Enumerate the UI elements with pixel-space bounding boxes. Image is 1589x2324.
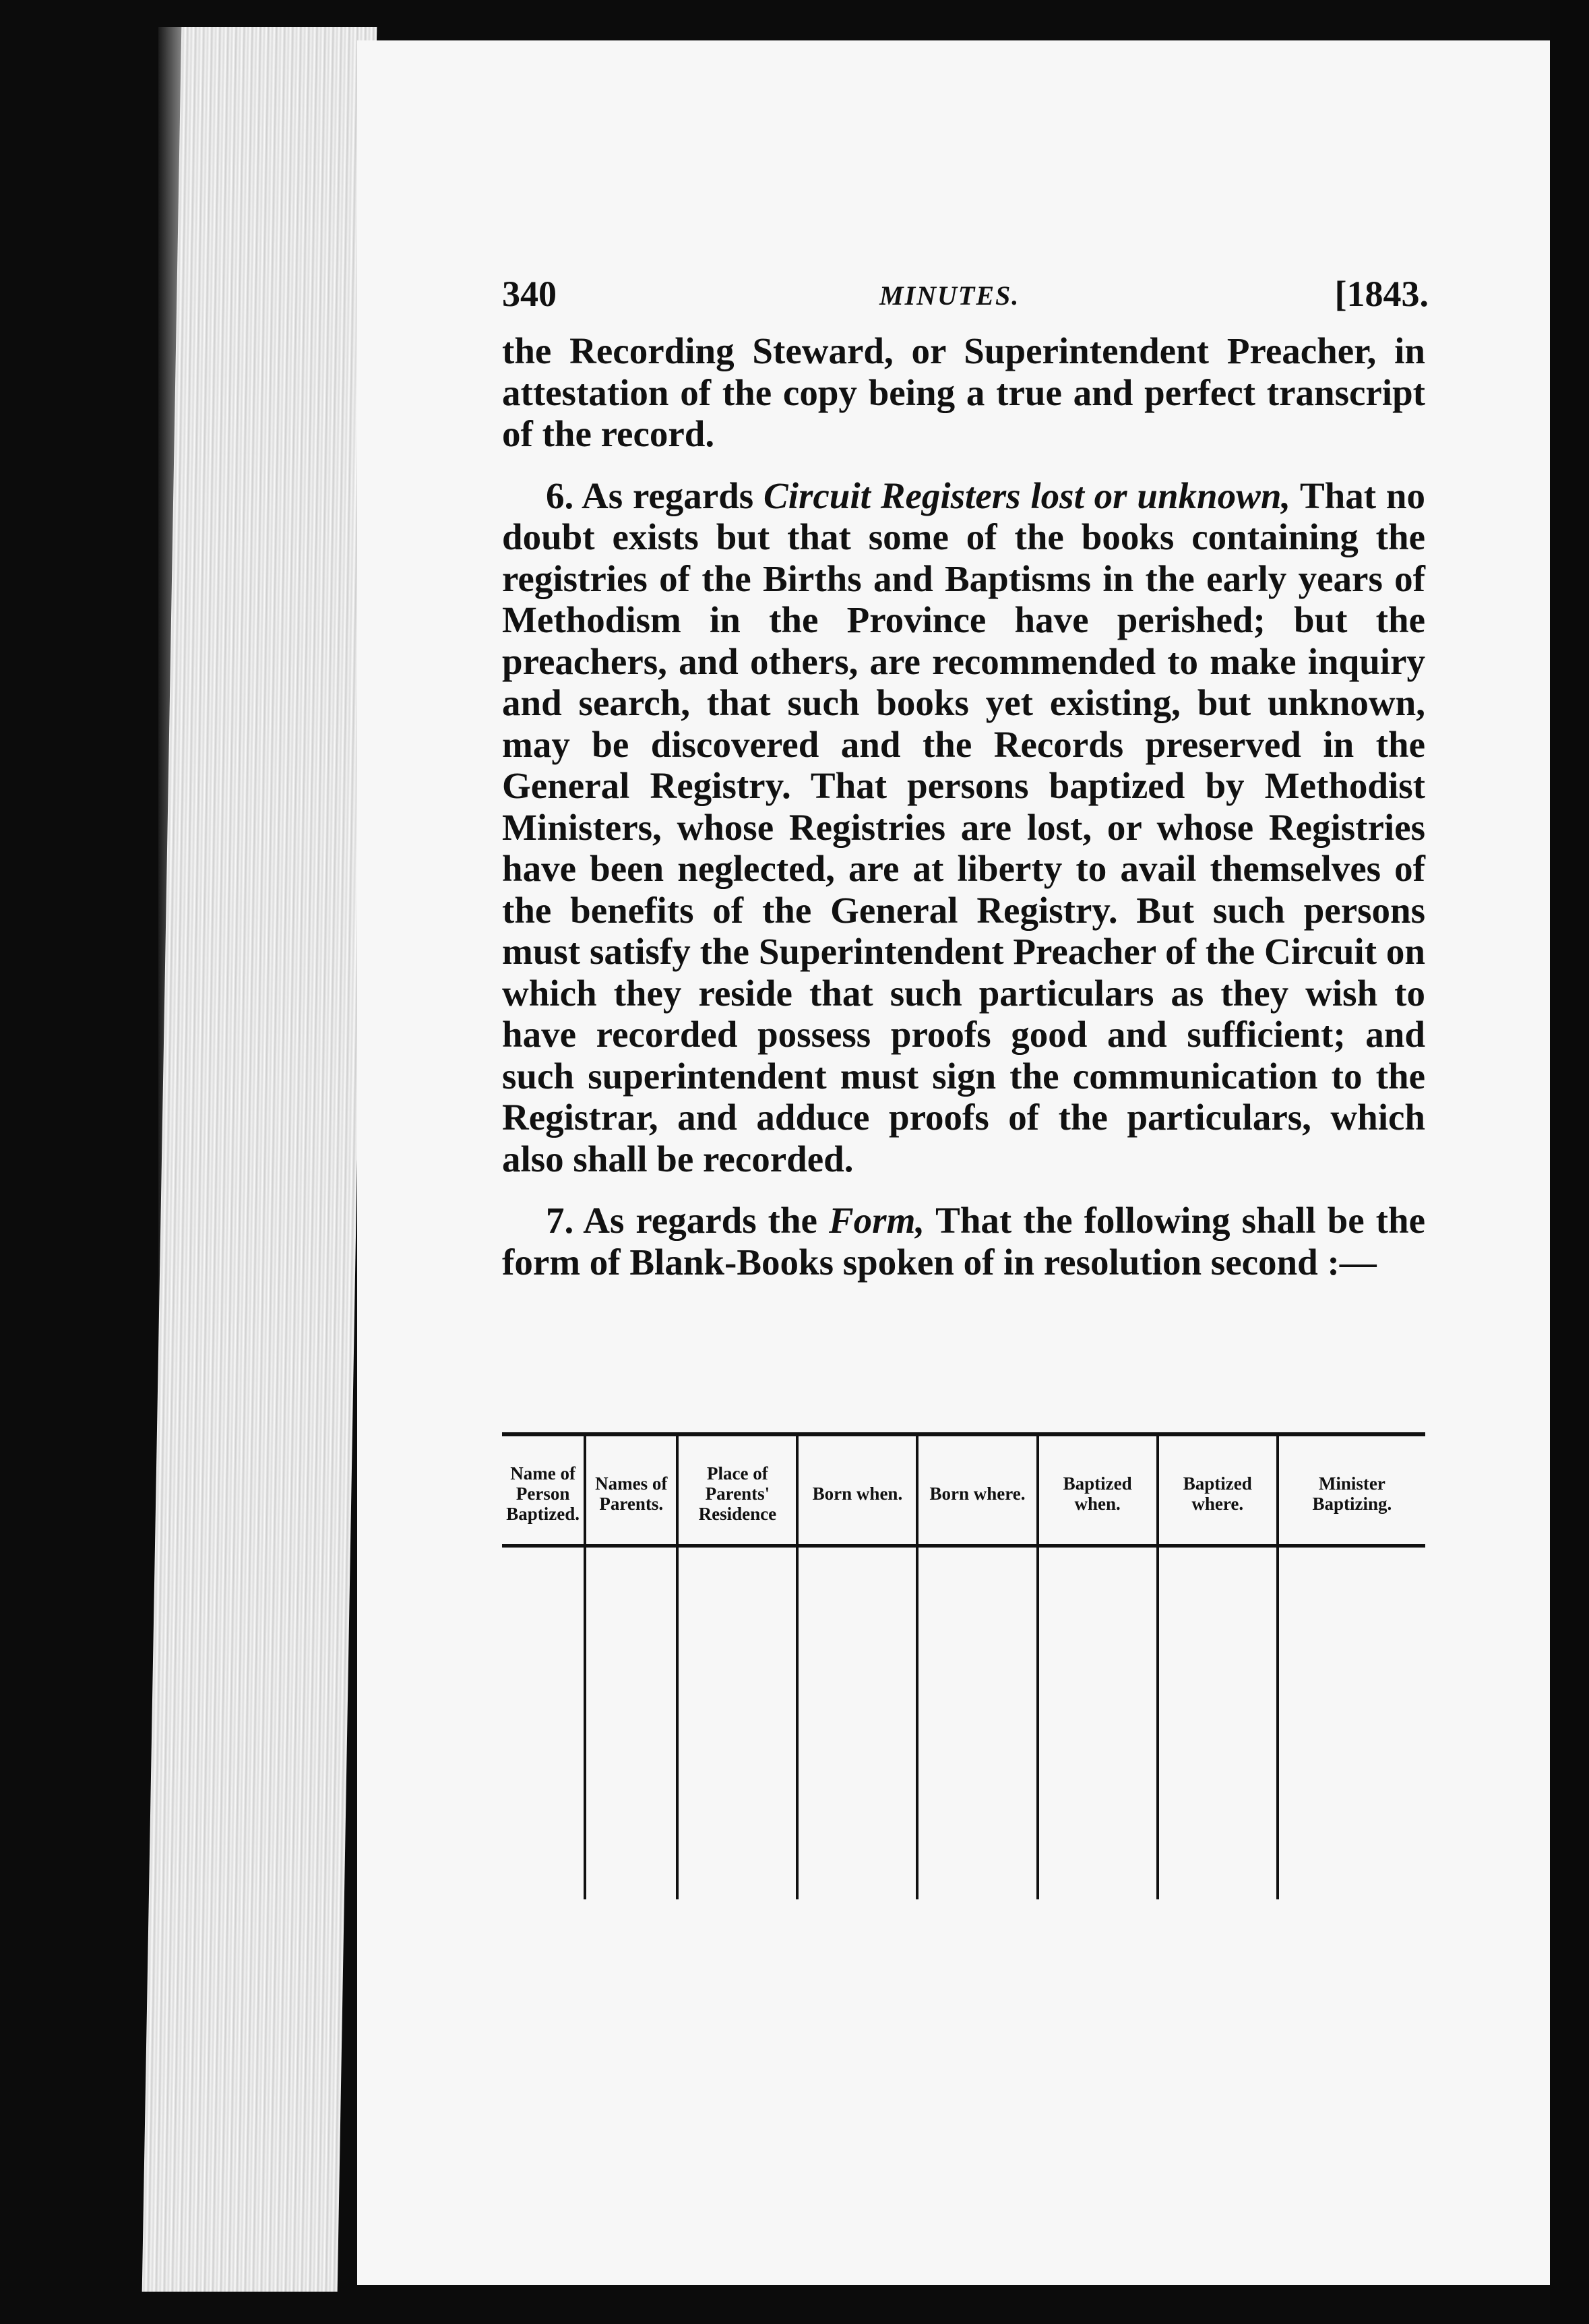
para6-lead: 6. As regards xyxy=(546,475,764,516)
blank-cell xyxy=(1158,1546,1278,1900)
blank-cell xyxy=(917,1546,1037,1900)
col-baptized-when: Baptized when. xyxy=(1038,1434,1158,1546)
paragraph-7 xyxy=(502,1200,1425,1283)
running-title: MINUTES. xyxy=(879,280,1020,311)
page-number: 340 xyxy=(502,274,557,314)
para7-italic: Form, xyxy=(828,1200,925,1241)
blank-cell xyxy=(502,1546,585,1900)
paragraph-continuation: the Recording Steward, or Superintendent Preacher, in attestation of the copy being a true and perfect transcript of the record. xyxy=(502,330,1425,454)
blank-cell xyxy=(677,1546,797,1900)
col-place-of-residence: Place of Parents' Residence xyxy=(677,1434,797,1546)
col-names-of-parents: Names of Parents. xyxy=(585,1434,677,1546)
facing-page-edge xyxy=(1550,0,1589,2324)
body-text xyxy=(502,330,1425,1283)
col-born-when: Born when. xyxy=(797,1434,917,1546)
blank-book-form xyxy=(502,1432,1425,1899)
form-header-row xyxy=(502,1434,1425,1546)
col-name-of-person: Name of Person Baptized. xyxy=(502,1434,585,1546)
paragraph-6 xyxy=(502,475,1425,1180)
col-born-where: Born where. xyxy=(917,1434,1037,1546)
para7-lead: 7. As regards the xyxy=(546,1200,829,1241)
blank-cell xyxy=(1038,1546,1158,1900)
running-head xyxy=(502,273,1429,327)
page-edges xyxy=(142,27,377,2292)
running-year: [1843. xyxy=(1334,274,1429,314)
blank-cell xyxy=(1278,1546,1425,1900)
form-blank-row xyxy=(502,1546,1425,1900)
para7-rest: That the following shall be the form of Blank-Books spoken of in resolution second :— xyxy=(502,1200,1425,1283)
para6-rest: That no doubt exists but that some of the books containing the registries of the Births and Baptisms in the early years of Methodism in the Province have perished; but the preachers, and others, are recommended to make inquiry and search, that such books yet existing, but unknown, may be discovered and the Records preserved in the General Registry. That persons baptized by Methodist Ministers, whose Registries are lost, or whose Registries have been neglected, are at liberty to avail themselves of the benefits of the General Registry. But such persons must satisfy the Superintendent Preacher of the Circuit on which they reside that such particulars as they wish to have recorded possess proofs good and sufficient; and such superintendent must sign the communication to the Registrar, and adduce proofs of the particulars, which also shall be recorded. xyxy=(502,475,1425,1180)
col-minister-baptizing: Minister Baptizing. xyxy=(1278,1434,1425,1546)
col-baptized-where: Baptized where. xyxy=(1158,1434,1278,1546)
blank-cell xyxy=(797,1546,917,1900)
blank-cell xyxy=(585,1546,677,1900)
para6-italic: Circuit Registers lost or unknown, xyxy=(764,475,1291,516)
